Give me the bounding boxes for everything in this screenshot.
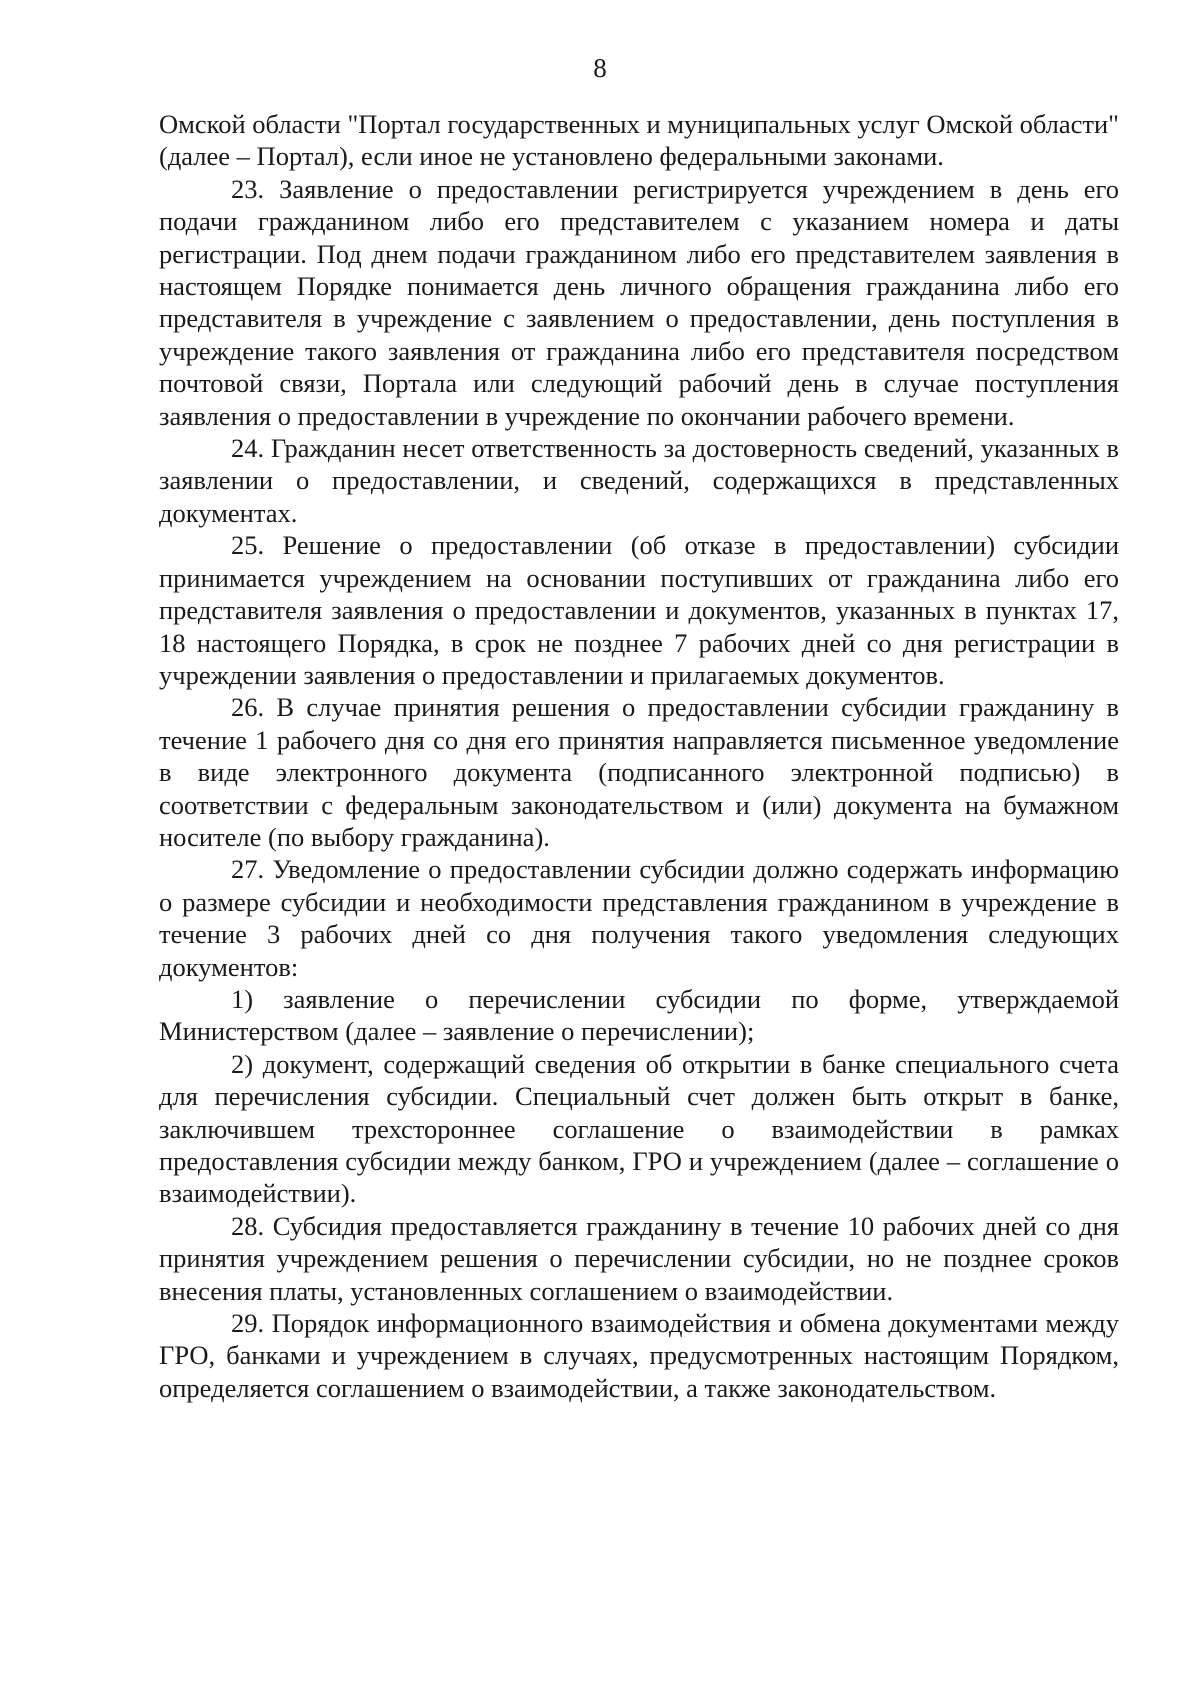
page-number: 8	[593, 53, 607, 83]
paragraph-26: 26. В случае принятия решения о предоставлении субсидии гражданину в течение 1 рабочего дня со дня его принятия направляется письменное уведомление в виде электронного документа (подписанного электронной подписью) в соответствии с федеральным законодательством и (или) документа на бумажном носителе (по выбору гражданина).	[159, 692, 1119, 852]
paragraph-27-item-1: 1) заявление о перечислении субсидии по форме, утверждаемой Министерством (далее – заявление о перечислении);	[159, 983, 1119, 1047]
paragraph-28: 28. Субсидия предоставляется гражданину в течение 10 рабочих дней со дня принятия учреждением решения о перечислении субсидии, но не позднее сроков внесения платы, установленных соглашением о взаимодействии.	[159, 1210, 1119, 1306]
paragraph-24: 24. Гражданин несет ответственность за достоверность сведений, указанных в заявлении о предоставлении, и сведений, содержащихся в представленных документах.	[159, 433, 1119, 528]
paragraph-29: 29. Порядок информационного взаимодействия и обмена документами между ГРО, банками и учреждением в случаях, предусмотренных настоящим Порядком, определяется соглашением о взаимодействии, а также законодательством.	[159, 1308, 1119, 1403]
paragraph-27: 27. Уведомление о предоставлении субсидии должно содержать информацию о размере субсидии и необходимости представления гражданином в учреждение в течение 3 рабочих дней со дня получения такого уведомления следующих документов:	[159, 854, 1119, 982]
paragraph-25: 25. Решение о предоставлении (об отказе в предоставлении) субсидии принимается учреждением на основании поступивших от гражданина либо его представителя заявления о предоставлении и документов, указанных в пунктах 17, 18 настоящего Порядка, в срок не позднее 7 рабочих дней со дня регистрации в учреждении заявления о предоставлении и прилагаемых документов.	[159, 530, 1119, 690]
document-body	[159, 108, 1119, 1404]
paragraph-23: 23. Заявление о предоставлении регистрируется учреждением в день его подачи гражданином либо его представителем с указанием номера и даты регистрации. Под днем подачи гражданином либо его представителем заявления в настоящем Порядке понимается день личного обращения гражданина либо его представителя в учреждение с заявлением о предоставлении, день поступления в учреждение такого заявления от гражданина либо его представителя посредством почтовой связи, Портала или следующий рабочий день в случае поступления заявления о предоставлении в учреждение по окончании рабочего времени.	[159, 173, 1119, 431]
paragraph-continuation: Омской области "Портал государственных и муниципальных услуг Омской области" (далее – Портал), если иное не установлено федеральными законами.	[159, 109, 1119, 172]
paragraph-27-item-2: 2) документ, содержащий сведения об открытии в банке специального счета для перечисления субсидии. Специальный счет должен быть открыт в банке, заключившем трехстороннее соглашение о взаимодействии в рамках предоставления субсидии между банком, ГРО и учреждением (далее – соглашение о взаимодействии).	[159, 1048, 1119, 1209]
